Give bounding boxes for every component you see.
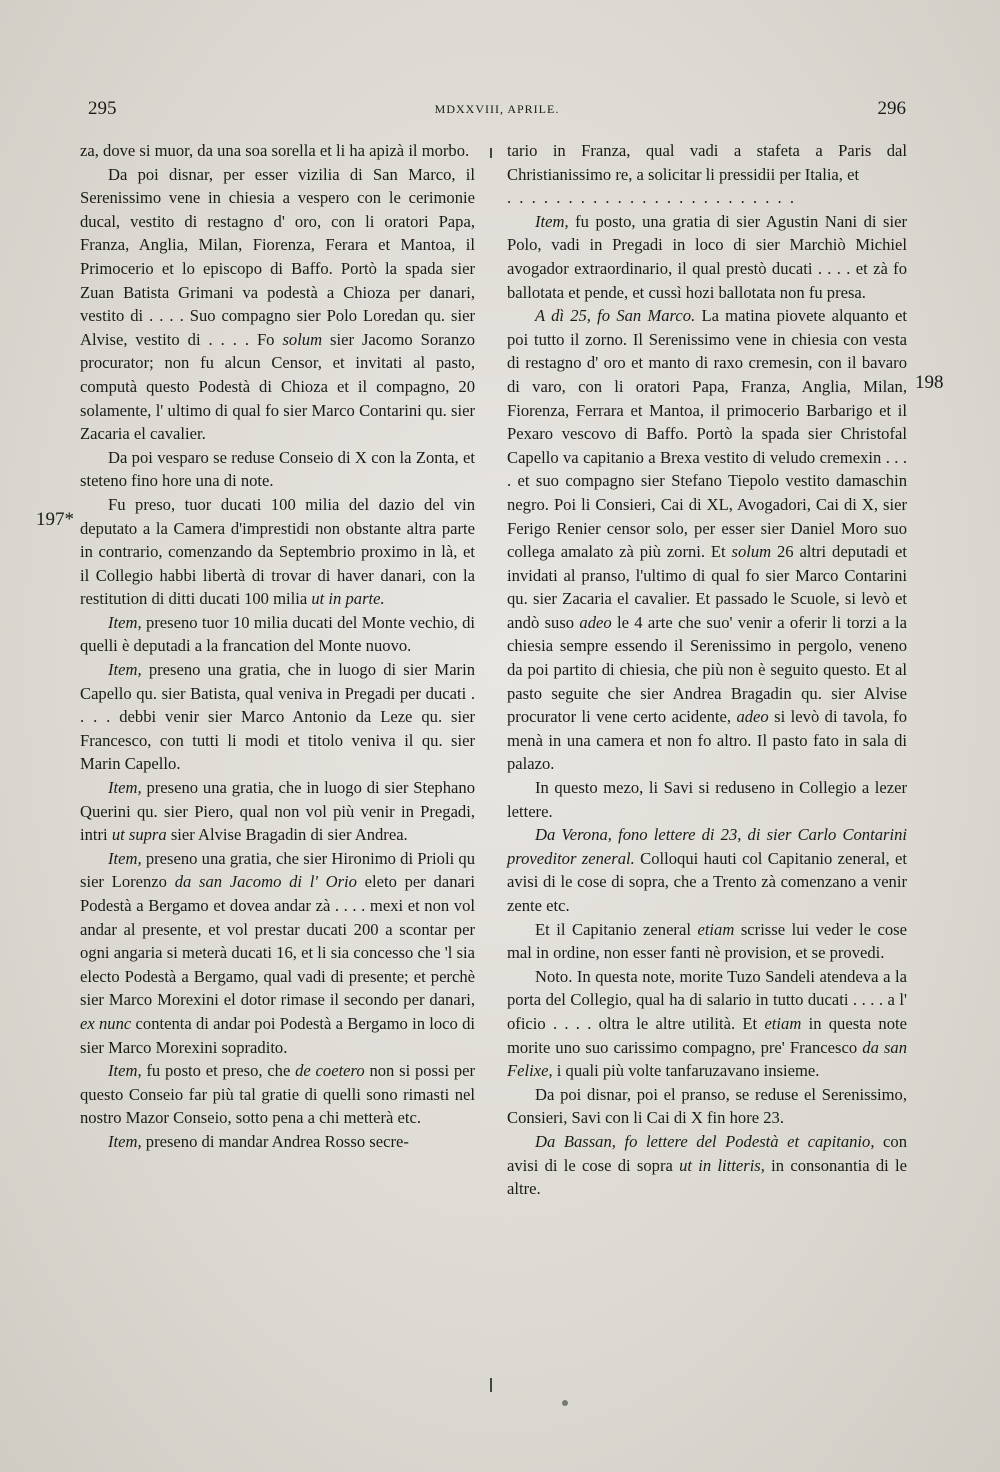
left-page-number: 295 — [88, 98, 117, 119]
italic-run: Item, — [108, 660, 142, 680]
paragraph — [80, 1130, 475, 1154]
paragraph — [507, 776, 907, 823]
italic-run: Item, — [108, 778, 142, 798]
paragraph — [507, 210, 907, 304]
paragraph — [507, 823, 907, 917]
text-run: Da poi vesparo se reduse Conseio di X con la Zonta, et steteno fino hore una di note. — [80, 447, 475, 491]
text-run: Fu preso, tuor ducati 100 milia del dazio del vin deputato a la Camera d'imprestidi non obstante altra parte in contrario, comenzando da Septembrio proximo in là, et il Collegio habbi libertà di trovar di haver danari, con la restitution di ditti ducati 100 milia — [80, 494, 475, 609]
paragraph — [80, 446, 475, 493]
italic-run: etiam — [697, 919, 735, 939]
italic-run: Item, — [108, 1061, 142, 1081]
text-run: preseno una gratia, che in luogo di sier Marin Capello qu. sier Batista, qual veniva in Pregadi per ducati . . . . debbi venir sier Marco Antonio da Leze qu. sier Francesco, con tutti li modi et titolo veniva il qu. sier Marin Capello. — [80, 660, 475, 774]
text-run: Noto. In questa note, morite Tuzo Sandeli atendeva a la porta del Collegio, qual ha di salario in tutto ducati . . . . a l' oficio . . . . oltra le altre utilità. Et — [507, 966, 907, 1033]
paragraph — [80, 776, 475, 847]
italic-run: Da Verona, fono lettere di 23, di sier Carlo Contarini proveditor zeneral. — [507, 825, 907, 868]
italic-run: Item, — [108, 1131, 142, 1151]
text-run: sier Jacomo Soranzo procurator; non fu alcun Censor, et invitati al pasto, computà questo Podestà di Chioza et il compagno, 20 solamente, l' ultimo di qual fo sier Marco Contarini qu. sier Zacaria el cavalier. — [80, 329, 475, 444]
paragraph — [80, 139, 475, 163]
paragraph — [507, 918, 907, 965]
text-run: in questa note morite uno suo carissimo compagno, pre' Francesco — [507, 1013, 907, 1057]
paragraph — [507, 1083, 907, 1130]
italic-run: solum — [731, 542, 772, 562]
text-run: preseno di mandar Andrea Rosso secre- — [141, 1131, 409, 1151]
text-run: Da poi disnar, per esser vizilia di San Marco, il Serenissimo vene in chiesia a vespero con le cerimonie ducal, vestito di restagno d' oro, con li oratori Papa, Franza, Anglia, Milan, Fiorenza, Ferara et Mantoa, il Primocerio et lo episcopo di Baffo. Portò la spada sier Zuan Batista Grimani va podestà a Chioza per danari, vestito di . . . . Suo compagno sier Polo Loredan qu. sier Alvise, vestito di . . . . Fo — [80, 164, 475, 349]
text-run: Et il Capitanio zeneral — [535, 919, 698, 939]
italic-run: Item, — [108, 612, 142, 632]
left-text-column — [80, 139, 475, 1154]
text-run: le 4 arte che suo' venir a oferir li torzi a la chiesia sempre essendo il Serenissimo in pergolo, veneno da poi partito di chiesia, che più non è seguito questo. Et al pasto seguite che sier Andrea Bragadin qu. sier Alvise procurator li vene certo acidente, — [507, 612, 907, 727]
text-run: preseno una gratia, che in luogo di sier Stephano Querini qu. sier Piero, qual non vol più venir in Pregadi, intri — [80, 778, 475, 845]
margin-folio-right: 198 — [915, 372, 944, 393]
paragraph — [507, 186, 907, 210]
paragraph — [80, 611, 475, 658]
italic-run: solum — [282, 329, 323, 349]
text-run: Colloqui hauti col Capitanio zeneral, et avisi di le cose di sopra, che a Trento zà comenzano a venir zente etc. — [507, 848, 907, 915]
page-header — [88, 98, 906, 122]
paragraph — [80, 163, 475, 446]
text-run: contenta di andar poi Podestà a Bergamo in loco di sier Marco Morexini sopradito. — [80, 1013, 476, 1057]
italic-run: da san Jacomo di l' Orio — [174, 872, 357, 892]
text-run: eleto per danari Podestà a Bergamo et dovea andar zà . . . . mexi et non vol andar al presente, et vol prestar ducati 200 a scontar per ogni angaria si meterà ducati 16, et li sia concesso che 'l sia electo Podestà a Bergamo, qual vadi di presente; et perchè sier Marco Morexini el dotor rimase il secondo per danari, — [80, 872, 476, 1010]
italic-run: adeo — [736, 707, 769, 727]
italic-run: ut in parte. — [311, 589, 385, 609]
italic-run: Da Bassan, fo lettere del Podestà et capitanio, — [535, 1131, 875, 1151]
paper-speck — [562, 1400, 568, 1406]
paragraph — [507, 139, 907, 186]
text-run: La matina piovete alquanto et poi tutto il zorno. Il Serenissimo vene in chiesia con vesta di restagno d' oro et manto di raxo cremesin, con il bavaro di varo, con li oratori Papa, Franza, Anglia, Milan, Fiorenza, Ferrara et Mantoa, il primocerio Barbarigo et il Pexaro vescovo di Baffo. Portò la spada sier Christofal Capello va capitanio a Brexa vestito di veludo cremexin . . . . et suo compagno sier Stefano Tiepolo vestito damaschin negro. Poi li Consieri, Cai di XL, Avogadori, Cai di X, sier Ferigo Renier censor solo, per esser sier Daniel Moro suo collega amalato zà più zorni. Et — [507, 306, 907, 562]
italic-run: adeo — [579, 612, 612, 632]
text-run: Da poi disnar, poi el pranso, se reduse el Serenissimo, Consieri, Savi con li Cai di X fin hore 23. — [507, 1084, 907, 1128]
italic-run: ut in litteris, — [679, 1155, 765, 1175]
text-run: 26 altri deputadi et invidati al pranso, l'ultimo di qual fo sier Marco Contarini qu. sier Zacaria el cavalier. Et passado le Scuole, si levò et andò suso — [507, 542, 907, 632]
italic-run: da san Felixe, — [507, 1037, 908, 1081]
italic-run: etiam — [764, 1013, 802, 1033]
paragraph — [507, 1130, 907, 1201]
text-run: In questo mezo, li Savi si reduseno in Collegio a lezer lettere. — [507, 778, 907, 821]
italic-run: de coetero — [295, 1061, 365, 1081]
italic-run: Item, — [535, 211, 569, 231]
paragraph — [80, 1059, 475, 1130]
text-run: con avisi di le cose di sopra — [507, 1131, 907, 1175]
paragraph — [80, 847, 475, 1059]
italic-run: Item, — [108, 848, 142, 868]
text-run: preseno tuor 10 milia ducati del Monte vechio, di quelli è deputadi a la francation del Monte nuovo. — [80, 612, 475, 656]
paragraph — [80, 493, 475, 611]
text-run: za, dove si muor, da una soa sorella et li ha apizà il morbo. — [80, 141, 470, 160]
column-divider-bottom — [490, 1378, 492, 1392]
text-run: non si possi per questo Conseio far più tal gratie di quelli sono rimasti nel nostro Mazor Conseio, sotto pena a chi metterà etc. — [80, 1061, 476, 1128]
text-run: . . . . . . . . . . . . . . . . . . . . . . . . — [507, 188, 794, 208]
text-run: tario in Franza, qual vadi a stafeta a Paris dal Christianissimo re, a solicitar li pressidii per Italia, et — [507, 141, 907, 184]
text-run: scrisse lui veder le cose mal in ordine, non esser fanti nè provision, et se provedi. — [507, 919, 907, 963]
paragraph — [507, 304, 907, 776]
italic-run: ut supra — [111, 825, 167, 845]
column-divider-top — [490, 148, 492, 158]
text-run: sier Alvise Bragadin di sier Andrea. — [166, 825, 408, 845]
text-run: i quali più volte tanfaruzavano insieme. — [552, 1061, 820, 1081]
right-page-number: 296 — [877, 98, 906, 119]
margin-folio-left: 197* — [36, 509, 74, 530]
running-title: MDXXVIII, APRILE. — [434, 102, 560, 116]
italic-run: A dì 25, fo San Marco. — [535, 306, 696, 326]
text-run: si levò di tavola, fo menà in una camera et non fo altro. Il pasto fato in sala di palazo. — [507, 707, 907, 774]
text-run: fu posto, una gratia di sier Agustin Nani di sier Polo, vadi in Pregadi in loco di sier Marchiò Michiel avogador extraordinario, il qual prestò ducati . . . . et zà fo ballotata et pende, et cussì hozi ballotata non fu presa. — [507, 211, 907, 302]
right-text-column — [507, 139, 907, 1201]
text-run: preseno una gratia, che sier Hironimo di Prioli qu sier Lorenzo — [80, 848, 475, 892]
italic-run: ex nunc — [80, 1013, 132, 1033]
paragraph — [80, 658, 475, 776]
text-run: fu posto et preso, che — [141, 1061, 296, 1081]
text-run: in consonantia di le altre. — [507, 1155, 907, 1199]
paragraph — [507, 965, 907, 1083]
